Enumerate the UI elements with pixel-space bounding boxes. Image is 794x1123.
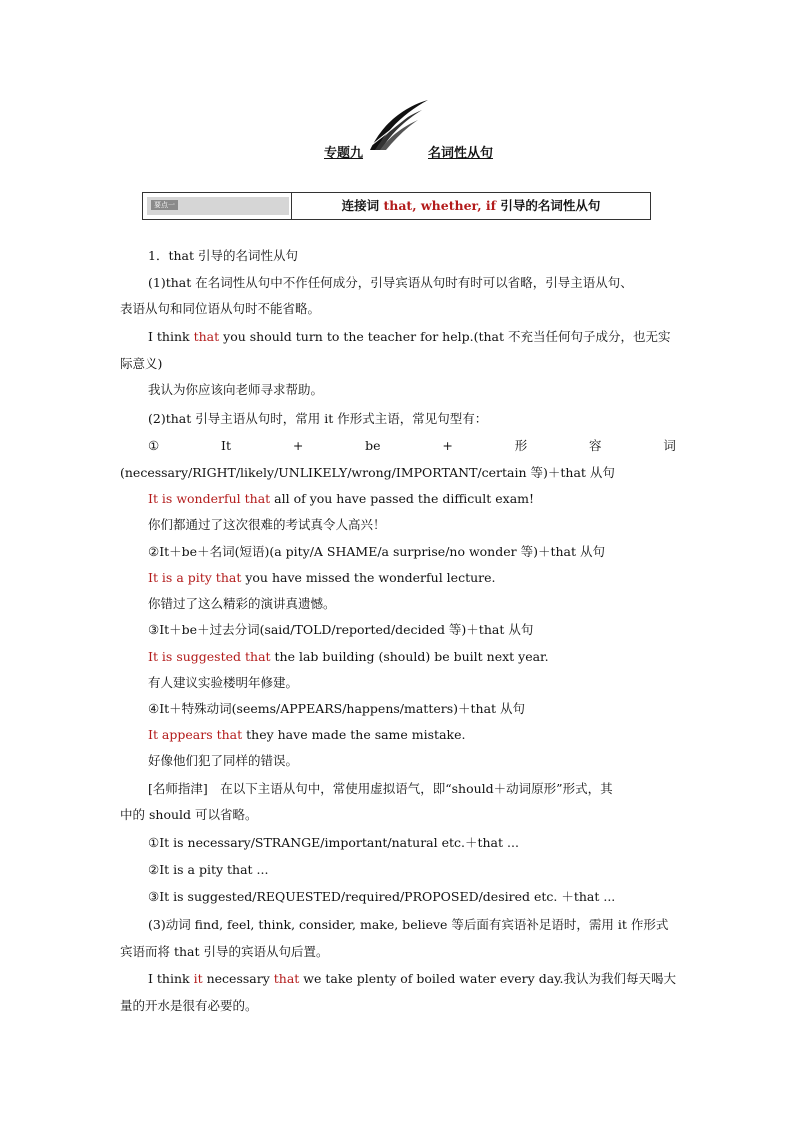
example-3: It is a pity that you have missed the wonderful lecture. (148, 570, 496, 585)
paragraph-2: (2)that 引导主语从句时，常用 it 作形式主语，常见句型有： (148, 411, 488, 426)
example-6: I think it necessary that we take plenty of boiled water every day.我认为我们每天喝大 (148, 971, 677, 986)
pattern-1: ① It + be + 形 容 词 (148, 438, 676, 453)
teacher-tip-cont: 中的 should 可以省略。 (120, 807, 258, 822)
topic-number: 专题九 (324, 146, 364, 161)
teacher-tip: [名师指津] 在以下主语从句中，常使用虚拟语气，即“should＋动词原形”形式，其 (148, 781, 613, 796)
section-title: 连接词 that, whether, if 引导的名词性从句 (341, 198, 601, 213)
section-tag (147, 197, 289, 215)
example-2-translation: 你们都通过了这次很难的考试真令人高兴！ (148, 517, 386, 532)
paragraph-1a: (1)that 在名词性从句中不作任何成分，引导宾语从句时有时可以省略，引导主语从句、 (148, 275, 633, 290)
heading-1: 1．that 引导的名词性从句 (148, 248, 298, 263)
example-4: It is suggested that the lab building (should) be built next year. (148, 649, 549, 664)
example-2: It is wonderful that all of you have passed the difficult exam! (148, 491, 535, 506)
pattern-4: ④It＋特殊动词(seems/APPEARS/happens/matters)＋that 从句 (148, 701, 526, 716)
paragraph-1b: 表语从句和同位语从句时不能省略。 (120, 301, 321, 316)
example-1-translation: 我认为你应该向老师寻求帮助。 (148, 382, 324, 397)
example-4-translation: 有人建议实验楼明年修建。 (148, 675, 299, 690)
example-3-translation: 你错过了这么精彩的演讲真遗憾。 (148, 596, 336, 611)
example-5-translation: 好像他们犯了同样的错误。 (148, 753, 299, 768)
pattern-3: ③It＋be＋过去分词(said/TOLD/reported/decided 等)＋that 从句 (148, 622, 534, 637)
paragraph-3a: (3)动词 find, feel, think, consider, make, believe 等后面有宾语补足语时，需用 it 作形式 (148, 917, 669, 932)
page-title (0, 142, 794, 162)
example-6-cont: 量的开水是很有必要的。 (120, 998, 258, 1013)
pattern-1-cont: (necessary/RIGHT/likely/UNLIKELY/wrong/IMPORTANT/certain 等)＋that 从句 (120, 465, 615, 480)
section-tag-label: 要点一 (151, 200, 178, 210)
tip-item-1: ①It is necessary/STRANGE/important/natural etc.＋that ... (148, 835, 519, 850)
pattern-2: ②It＋be＋名词(短语)(a pity/A SHAME/a surprise/no wonder 等)＋that 从句 (148, 544, 605, 559)
paragraph-3b: 宾语而将 that 引导的宾语从句后置。 (120, 944, 329, 959)
tip-item-3: ③It is suggested/REQUESTED/required/PROPOSED/desired etc. ＋that ... (148, 889, 616, 904)
section-header (142, 192, 651, 220)
example-1-cont: 际意义) (120, 356, 163, 371)
example-5: It appears that they have made the same mistake. (148, 727, 466, 742)
topic-name: 名词性从句 (428, 146, 494, 161)
example-1: I think that you should turn to the teacher for help.(that 不充当任何句子成分，也无实 (148, 329, 671, 344)
tip-item-2: ②It is a pity that ... (148, 862, 269, 877)
